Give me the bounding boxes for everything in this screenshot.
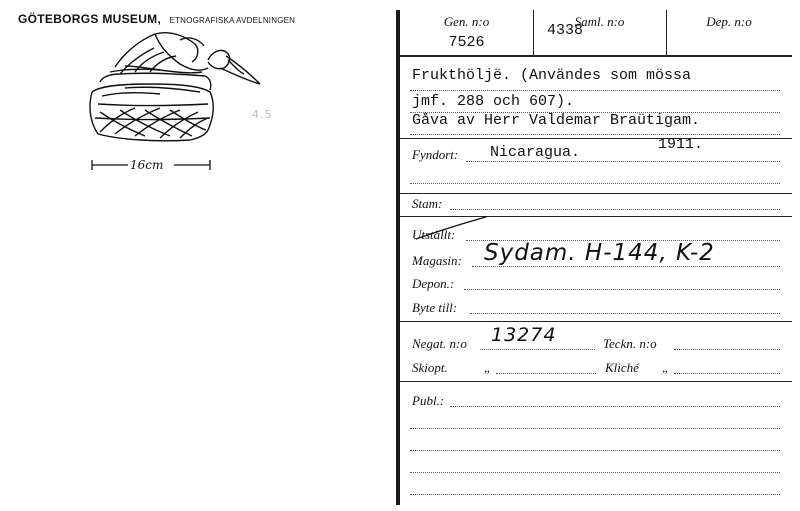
kliche-mark: „ xyxy=(662,360,670,375)
stam-label: Stam: xyxy=(412,196,443,211)
fyndort-value: Nicaragua. xyxy=(490,144,581,161)
kliche-label: Kliché xyxy=(605,360,639,375)
dotted-line xyxy=(496,373,596,374)
header-divider xyxy=(400,55,792,57)
negat-label: Negat. n:o xyxy=(412,336,467,351)
dotted-line xyxy=(450,406,780,407)
dotted-line xyxy=(410,450,780,451)
byte-label: Byte till: xyxy=(412,300,458,315)
teckn-label: Teckn. n:o xyxy=(603,336,657,351)
skiopt-label: Skiopt. xyxy=(412,360,448,375)
faint-mark: 4.5 xyxy=(252,108,273,121)
dotted-line xyxy=(674,373,780,374)
dotted-line xyxy=(470,313,780,314)
dotted-line xyxy=(410,472,780,473)
section-divider xyxy=(400,321,792,322)
dotted-line xyxy=(410,90,780,91)
saml-no-label: Saml. n:o xyxy=(574,14,625,29)
dep-no-cell xyxy=(666,10,792,55)
dep-no-label: Dep. n:o xyxy=(706,14,752,29)
gen-no-cell xyxy=(400,10,534,55)
depon-label: Depon.: xyxy=(412,276,455,291)
year: 1911. xyxy=(658,136,704,153)
museum-name: GÖTEBORGS MUSEUM, xyxy=(18,12,162,26)
catalog-card xyxy=(400,10,792,505)
section-divider xyxy=(400,138,792,139)
scale-bar xyxy=(90,155,215,177)
dotted-line xyxy=(450,209,780,210)
skiopt-mark: „ xyxy=(484,360,492,375)
magasin-label: Magasin: xyxy=(412,253,462,268)
section-divider xyxy=(400,381,792,382)
dotted-line xyxy=(466,161,780,162)
dotted-line xyxy=(464,289,780,290)
fyndort-label: Fyndort: xyxy=(412,147,459,162)
utstallt-label: Utställt: xyxy=(412,227,456,242)
saml-no-value: 4338 xyxy=(547,22,584,39)
fruit-husk-sketch xyxy=(80,22,270,177)
section-divider xyxy=(400,193,792,194)
description-line: Frukthöljë. (Användes som mössa xyxy=(412,67,692,84)
dotted-line xyxy=(410,494,780,495)
department-name: ETNOGRAFISKA AVDELNINGEN xyxy=(169,16,296,25)
magasin-value: Sydam. H-144, K-2 xyxy=(484,240,715,266)
description-line: jmf. 288 och 607). xyxy=(412,93,575,110)
gen-no-value: 7526 xyxy=(448,34,485,51)
dotted-line xyxy=(480,349,595,350)
dotted-line xyxy=(472,266,780,267)
strike-stroke xyxy=(414,215,489,243)
negat-value: 13274 xyxy=(491,324,557,346)
description-line: Gåva av Herr Valdemar Braütigam. xyxy=(412,112,701,129)
dotted-line xyxy=(410,183,780,184)
saml-no-cell xyxy=(533,10,667,55)
gen-no-label: Gen. n:o xyxy=(443,14,490,29)
publ-label: Publ.: xyxy=(412,393,445,408)
dotted-line xyxy=(410,134,780,135)
dotted-line xyxy=(674,349,780,350)
scale-label: 16cm xyxy=(130,158,164,172)
dotted-line xyxy=(410,428,780,429)
